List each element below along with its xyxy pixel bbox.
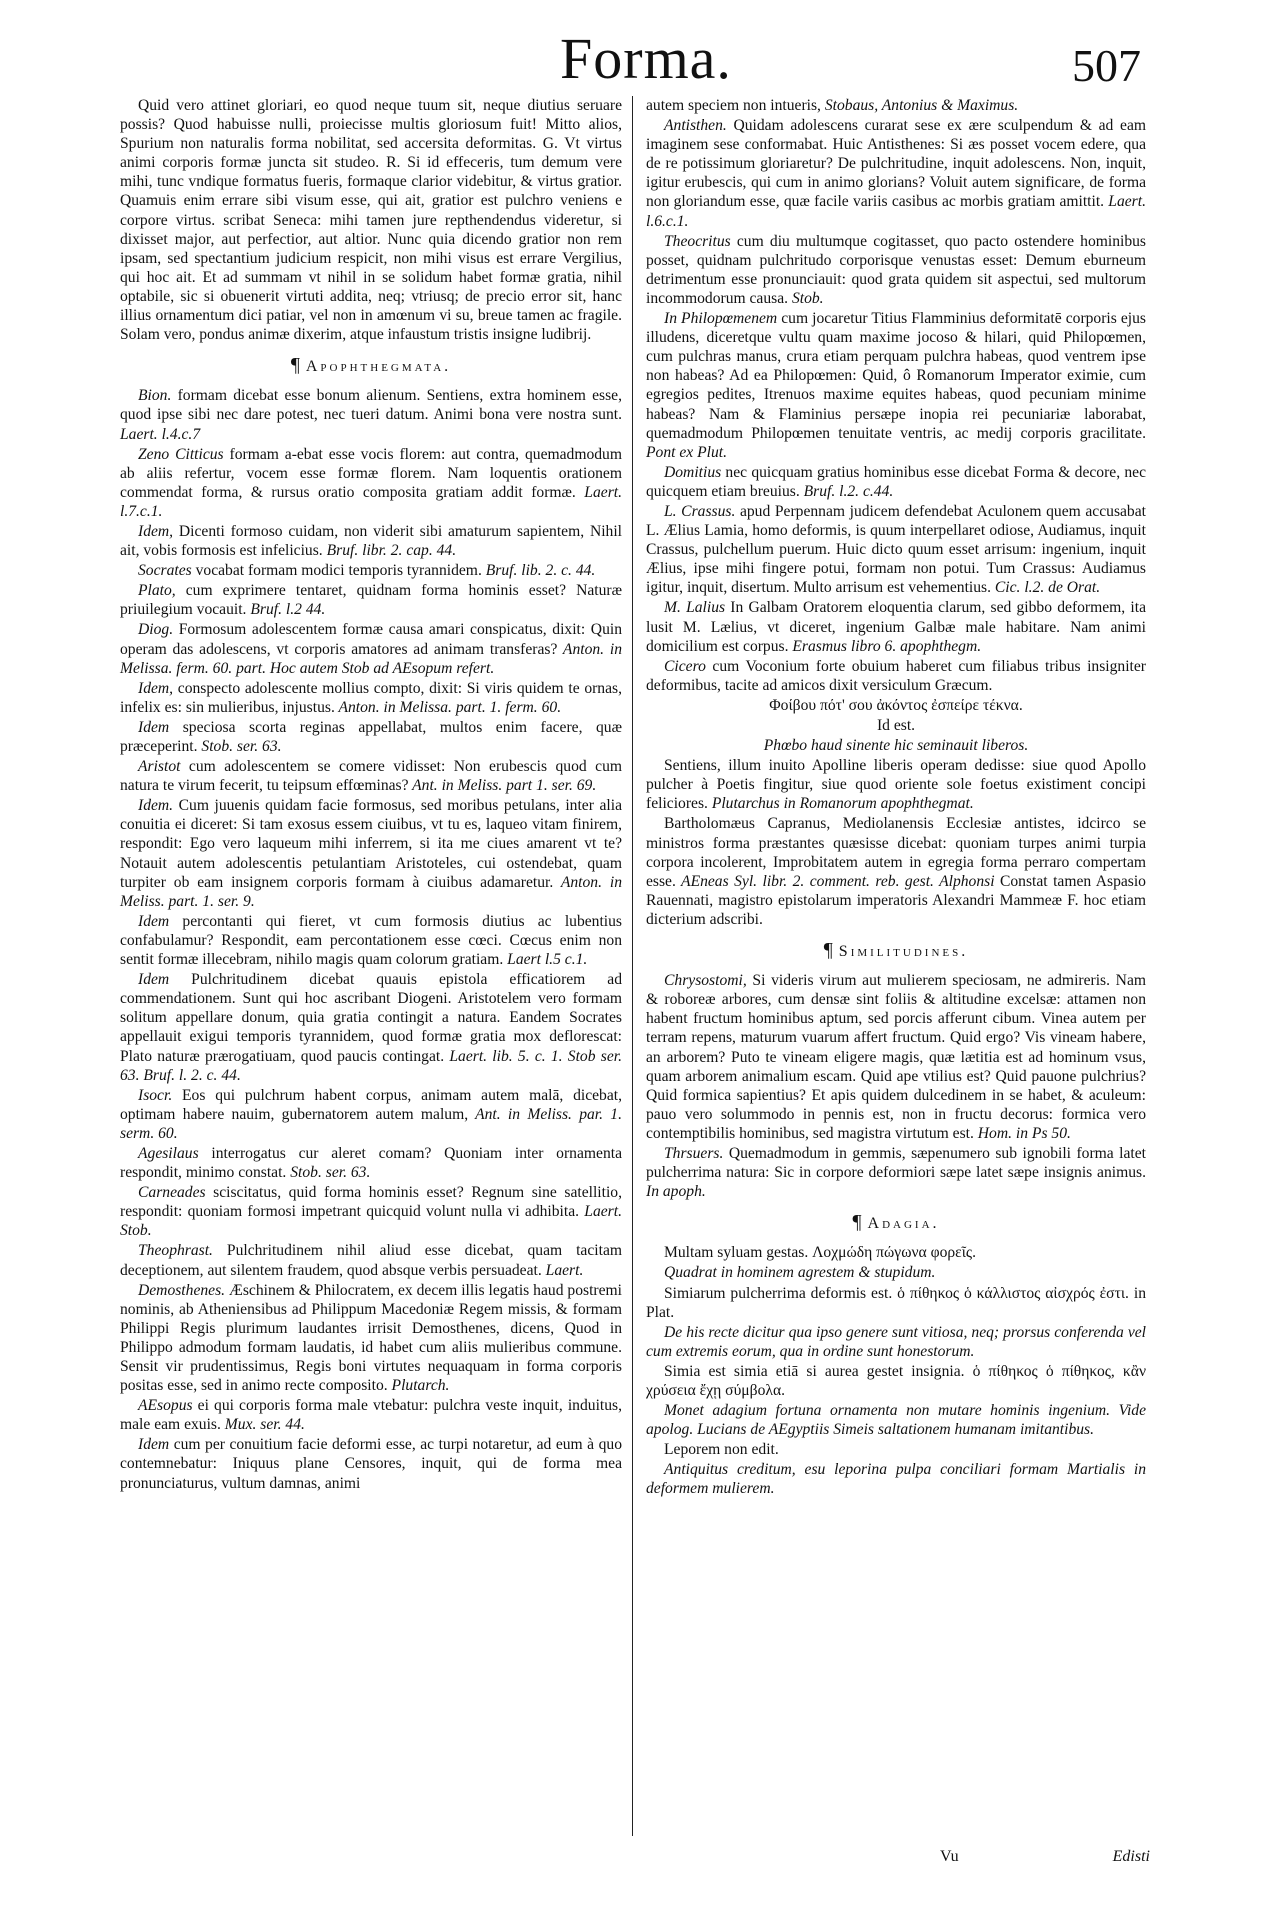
verse-id-est: Id est.	[876, 717, 916, 734]
page-number: 507	[1072, 40, 1141, 91]
apophthegm-entry	[646, 657, 1146, 695]
entry-name: Zeno Citticus	[138, 445, 224, 463]
entry-name: Idem	[138, 1436, 170, 1454]
apophthegm-entry	[120, 1144, 622, 1182]
entry-text: vocabat formam modici temporis tyrannidem.	[191, 562, 482, 580]
source-reference: Bruf. l.2 44.	[246, 601, 326, 619]
apophthegm-entry	[120, 796, 622, 911]
apophthegm-list-continued	[646, 116, 1146, 695]
entry-name: Agesilaus	[138, 1144, 199, 1162]
source-reference: Bruf. l.2. c.44.	[799, 482, 894, 500]
section-heading-adagia	[646, 1213, 1146, 1233]
source-reference: Stob.	[788, 289, 824, 307]
source-reference: Anton. in Melissa. ferm. 60. part. Hoc autem Stob ad AEsopum refert.	[120, 640, 623, 677]
apophthegm-entry	[120, 445, 622, 521]
entry-name: Bion.	[138, 387, 172, 405]
entry-text: cum exprimere tentaret, quidnam forma hominis esset? Naturæ priuilegium vocauit.	[120, 582, 622, 619]
entry-text: conspecto adolescente mollius compto, dixit: Si viris quidem te ornas, infelix es: sin mulieribus, injustus.	[120, 679, 622, 716]
entry-name: Chrysostomi,	[664, 972, 747, 990]
entry-text: nec quicquam gratius hominibus esse dicebat Forma & decore, nec quicquem etiam breuius.	[646, 463, 1146, 500]
source-reference: Stob. ser. 63.	[197, 738, 282, 755]
entry-name: Idem	[138, 912, 170, 930]
paragraph-text: autem speciem non intueris,	[646, 97, 821, 114]
latin-verse: Phœbo haud sinente hic seminauit liberos.	[763, 737, 1029, 755]
apophthegm-entry	[646, 232, 1146, 308]
entry-name: AEsopus	[138, 1397, 193, 1415]
apophthegm-entry	[646, 309, 1146, 462]
pilcrow-mark: ¶	[290, 354, 300, 377]
apophthegm-entry	[120, 1281, 622, 1396]
entry-name: Idem,	[138, 522, 174, 540]
paragraph-text: Quemadmodum in gemmis, sæpenumero sub ignobili forma latet pulcherrima natura: Sic in corpore deformiori sæpe latet sæpe insignis animus.	[646, 1144, 1146, 1182]
section-heading-text: Apophthegmata.	[305, 358, 452, 376]
entry-text: In Galbam Oratorem eloquentia clarum, sed gibbo deformem, ita lusit M. Lælius, vt diceret, ingenium Galbæ male habitare. Nam animi domicilium est corpus.	[646, 599, 1146, 655]
entry-name: Plato,	[138, 582, 176, 600]
source-reference: Cic. l.2. de Orat.	[991, 579, 1101, 597]
apophthegm-entry	[120, 912, 622, 969]
entry-name: Domitius	[664, 463, 722, 481]
adagium-line: Antiquitus creditum, esu leporina pulpa conciliari formam Martialis in deformem mulierem.	[646, 1461, 1146, 1498]
source-reference: Laert.	[541, 1261, 584, 1279]
entry-text: interrogatus cur aleret comam? Quoniam inter ornamenta respondit, minimo constat.	[120, 1144, 622, 1182]
source-reference: Laert. lib. 5. c. 1. Stob ser. 63. Bruf. l. 2. c. 44.	[120, 1047, 622, 1084]
entry-text: Eos qui pulchrum habent corpus, animam autem malā, dicebat, optimam habere nauim, gubernatorem autem malum,	[120, 1086, 622, 1123]
entry-text: ei qui corporis forma male vtebatur: pulchra veste inquit, induitus, male eam exuis.	[120, 1397, 622, 1434]
source-reference: Bruf. libr. 2. cap. 44.	[322, 542, 457, 560]
bartholomaeus-paragraph	[646, 814, 1146, 929]
entry-name: Carneades	[138, 1184, 206, 1202]
continued-paragraph	[646, 96, 1146, 115]
apophthegm-entry	[646, 463, 1146, 501]
entry-name: Isocr.	[138, 1086, 173, 1104]
right-column	[646, 96, 1146, 1500]
source-reference: Laert. Stob.	[120, 1203, 622, 1240]
apophthegm-entry	[120, 1396, 622, 1434]
entry-name: Cicero	[664, 657, 706, 675]
similitude-paragraph	[646, 1144, 1146, 1201]
apophthegm-entry	[120, 561, 622, 580]
entry-text: Cum juuenis quidam facie formosus, sed moribus petulans, inter alia conuitia ei diceret: Si tam exosus essem ciuibus, vt tu es, laqueo vitam finirem, respondit: Ego vero laqueum mihi inferrem, si ita me ciues amarent vt te? Notauit autem adolescentis petulantiam Aristoteles, cui ostendebat, quam turpiter ob eam insignem corporis formam à ciuibus adamaretur.	[120, 797, 622, 891]
footer-catchwords	[940, 1848, 1160, 1872]
apophthegm-entry	[646, 116, 1146, 231]
section-heading-text: Adagia.	[867, 1215, 940, 1233]
entry-name: Idem.	[138, 797, 174, 815]
entry-name: Theophrast.	[138, 1242, 213, 1260]
apophthegm-entry	[120, 620, 622, 677]
apophthegm-entry	[120, 386, 622, 443]
source-reference: Laert l.5 c.1.	[503, 951, 588, 969]
entry-name: Demosthenes.	[138, 1281, 226, 1299]
entry-name: Aristot	[138, 758, 181, 776]
entry-text: percontanti qui fieret, vt cum formosis diutius ac lubentius confabulamur? Respondit, eam percontationem esse cœci. Cœcus enim non sentit formæ illecebram, nihilo magis quam colorum gratiam.	[120, 912, 622, 969]
catchword: Edisti	[1112, 1848, 1150, 1865]
source-reference: Erasmus libro 6. apophthegm.	[788, 637, 982, 655]
entry-text: Formosum adolescentem formæ causa amari conspicatus, dixit: Quin operam das adolescens, vt corporis amatores ad animam transferas?	[120, 621, 622, 658]
entry-text: cum adolescentem se comere vidisset: Non erubescis quod cum natura te virum fecerit, tu teipsum effœminas?	[120, 758, 622, 795]
adagium-line: Quadrat in hominem agrestem & stupidum.	[664, 1264, 936, 1282]
entry-name: Antisthen.	[664, 117, 727, 135]
pilcrow-mark: ¶	[823, 939, 833, 962]
apophthegm-entry	[120, 581, 622, 619]
source-reference: Plutarchus in Romanorum apophthegmat.	[707, 795, 974, 813]
apophthegm-entry	[120, 1086, 622, 1143]
page-title: Forma.	[560, 26, 732, 91]
apophthegm-entry	[120, 522, 622, 560]
source-reference: Bruf. lib. 2. c. 44.	[481, 562, 596, 580]
adagium-line: Leporem non edit.	[664, 1441, 779, 1459]
similitude-paragraph	[646, 971, 1146, 1143]
adagium-line: Multam syluam gestas. Λοχμώδη πώγωνα φορεῖς.	[664, 1244, 976, 1262]
source-reference: Anton. in Meliss. part. 1. ser. 9.	[120, 873, 622, 910]
adagia-list	[646, 1243, 1146, 1498]
entry-text: Pulchritudinem dicebat quauis epistola efficatiorem ad commendationem. Sunt qui hoc ascribant Diogeni. Aristotelem vero formam solitum appellare donum, quia gratia contingit a natura. Eandem Socrates appellauit exigui temporis tyrannidem, quod formæ gratia mox deflorescat: Plato naturæ prærogatiuam, quod paucis contingat.	[120, 971, 622, 1065]
source-reference: Hom. in Ps 50.	[973, 1124, 1071, 1142]
entry-text: cum jocaretur Titius Flamminius deformitatē corporis ejus illudens, diceretque vultu quam maxime jocoso & hilari, quid Philopœmen, cum pulchras manus, crura etiam perquam pulchra habeas, quod ventrem ipse non habeas? Ad ea Philopœmen: Quid, ô Romanorum Imperator eximie, cum egregios pedites, Itrenuos maxime equites habeas, quod pecuniam minime habeas? Nam & Flaminius persæpe inopia rei pecuniariæ laborabat, quemadmodum Philopœmen tenuitate ventris, ac medij corporis gracilitate.	[646, 310, 1146, 442]
apophthegm-entry	[646, 502, 1146, 597]
entry-text: Pulchritudinem nihil aliud esse dicebat, quam tacitam deceptionem, aut silentem fraudem, quod absque verbis persuadeat.	[120, 1242, 622, 1279]
apophthegm-entry	[120, 718, 622, 756]
apophthegm-entry	[120, 1435, 622, 1492]
entry-name: Idem	[138, 718, 170, 736]
entry-text: sciscitatus, quid forma hominis esset? Regnum sine satellitio, respondit: quoniam formosi impetrant quicquid volunt nulla vi adhibita.	[120, 1184, 622, 1221]
source-reference: AEneas Syl. libr. 2. comment. reb. gest. Alphonsi	[675, 872, 995, 890]
adagium-line: Simia est simia etiā si aurea gestet insignia. ὁ πίθηκος ὁ πίθηκος, κἂν χρύσεια ἔχῃ σύμβολα.	[646, 1362, 1146, 1399]
source-reference: In apoph.	[646, 1183, 706, 1201]
running-head	[0, 24, 1276, 94]
source-reference: Anton. in Melissa. part. 1. ferm. 60.	[334, 698, 562, 716]
adagium-line: Monet adagium fortuna ornamenta non mutare hominis ingenium. Vide apolog. Lucians de AEgyptiis Simeis saltationem humanam imitantibus.	[646, 1402, 1146, 1439]
paragraph-text: Bartholomæus Capranus, Mediolanensis Ecclesiæ antistes, idcirco se ministros forma præstantes quæsisse dicebat: quoniam turpes animi turpia corpora incolerent, Improbitatem autem in egregia forma perraro compertam esse.	[646, 815, 1146, 890]
apophthegm-entry	[120, 1241, 622, 1279]
source-reference: Laert. l.6.c.1.	[646, 193, 1146, 230]
entry-text: speciosa scorta reginas appellabat, multos enim facere, quæ præceperint.	[120, 718, 622, 755]
apophthegm-entry	[120, 970, 622, 1085]
pilcrow-mark: ¶	[852, 1211, 862, 1234]
entry-name: L. Crassus.	[664, 502, 736, 520]
entry-text: Dicenti formoso cuidam, non viderit sibi amaturum sapientem, Nihil ait, vobis formosis est infelicius.	[120, 522, 622, 560]
entry-text: cum per conuitium facie deformi esse, ac turpi notaretur, ad eum à quo contemnebatur: Iniquus plane Censores, inquit, qui de forma mea pronunciaturus, vultum damnas, animi	[120, 1436, 622, 1492]
opening-paragraph: Quid vero attinet gloriari, eo quod neque tuum sit, neque diutius seruare possis? Quod habuisse nulli, proiecisse multis gloriosum fuit! Mitto alios, Spurium non naturalis forma nobilitat, sed accersita deformitas. G. Vt virtus animi corporis formæ juncta sit studeo. R. Si id effeceris, tum demum vere mihi, tunc vndique formatus fueris, formaque clarior videbitur, & virtus gratior. Quamuis enim errare sibi visum esse, qui ait, gratior est pulchro veniens e corpore virtus. scribat Seneca: mihi tamen jure repthendendus videretur, si dixisset major, aut perfectior, aut altior. Nunc quia dicendo gratior non rem ipsam, sed spectantium judicium respicit, non mihi visus est errare Vergilius, qui hoc ait. Et ad summam vt nihil in se solidum habet formæ gratia, nihil optabile, sic si obuenerit virtuti addita, neq; vtriusq; de precio error sit, hanc illius ornamentum dici patiar, vel non in amœnum vi su, breue tamen ac fragile. Solam vero, pondus animæ dixerim, atque infaustum tristis insigne ludibrij.	[120, 97, 622, 344]
source-reference: Laert. l.7.c.1.	[120, 483, 622, 520]
entry-text: cum Voconium forte obuium haberet cum filiabus tribus insigniter deformibus, tacite ad amicos dixit versiculum Græcum.	[646, 657, 1146, 694]
left-column	[120, 96, 622, 1494]
adagium-line: Simiarum pulcherrima deformis est. ὁ πίθηκος ὁ κάλλιστος αἰσχρός ἐστι. in Plat.	[646, 1284, 1146, 1321]
source-reference: Laert. l.4.c.7	[120, 425, 201, 443]
section-heading-apophthegmata	[120, 356, 622, 376]
column-rule	[632, 96, 633, 1836]
entry-name: Socrates	[138, 562, 192, 580]
apophthegm-list	[120, 386, 622, 1492]
source-reference: Ant. in Meliss. par. 1. serm. 60.	[120, 1105, 623, 1142]
source-reference: Stobaus, Antonius & Maximus.	[820, 97, 1019, 114]
adagium-line: De his recte dicitur qua ipso genere sunt vitiosa, neq; prorsus conferenda vel cum extremis eorum, qua in ordine sunt honestorum.	[646, 1323, 1146, 1360]
apophthegm-entry	[120, 679, 622, 717]
source-reference: Mux. ser. 44.	[220, 1416, 305, 1434]
paragraph-text: Si videris virum aut mulierem speciosam, ne admireris. Nam & roboreæ arbores, cum densæ sint foliis & altitudine excelsæ: attamen non habent fructum hominibus aptum, sed porcis afferunt cibum. Vinea autem per terram repens, maturum vuarum affert fructum. Quid ergo? Vis vineam habere, an arborem? Puto te vineam eligere magis, quæ lætitia est ad hominum vsus, quam arborem animalium escam. Quid ape vtilius est? Quid pauone pulchrius? Quid formica sapientius? Et apis quidem dulcedinem in se habet, & aculeum: pauo vero solummodo in pennis est, non in fructu decorus: formica vero contemptibilis hominibus, sed magistra virtutum est.	[646, 972, 1146, 1142]
paragraph-text: Constat tamen Aspasio Rauennati, magistro epistolarum imperatoris Alexandri Mammeæ F. hoc etiam dicterium adscribi.	[646, 872, 1146, 928]
entry-text: Quidam adolescens curarat sese ex ære sculpendum & ad eam imaginem sese conformabat. Huic Antisthenes: Si æs posset vocem edere, qua de re potissimum gloriaretur? De pulchritudine, inquit adolescens. Non, inquit, igitur erubescis, qui cum in animo glorians? Voluit autem significare, de forma non gloriandum esse, quæ facile variis casibus ac morbis gratiam amittit.	[646, 117, 1146, 211]
source-reference: Plutarch.	[387, 1377, 450, 1395]
apophthegm-entry	[646, 598, 1146, 655]
paragraph-text: Sentiens, illum inuito Apolline liberis operam dedisse: siue quod Apollo pulcher à Poetis fingitur, siue quod oriente sole foetus existiment concipi feliciores.	[646, 757, 1146, 813]
signature-mark: Vu	[940, 1848, 959, 1865]
entry-name: In Philopœmenem	[664, 310, 778, 328]
entry-text: Æschinem & Philocratem, ex decem illis legatis haud postremi nominis, ab Atheniensibus ad Philippum Macedoniæ Regem missis, & formam Philippi Regis plurimum laudantes irrisit Demosthenes, dicens, Quod in Philippo admodum formam laudatis, id habet cum aliis mulieribus commune. Sensit vir prudentissimus, Regis boni virtutes nequaquam in forma corporis positas esse, sed in animo recte composito.	[120, 1281, 622, 1395]
apophthegm-entry	[120, 757, 622, 795]
source-reference: Stob. ser. 63.	[286, 1164, 371, 1182]
section-heading-similitudines	[646, 941, 1146, 961]
greek-verse: Φοίβου πότ' σου ἀκόντος ἐσπείρε τέκνα.	[769, 696, 1023, 714]
entry-name: M. Lalius	[664, 599, 726, 617]
entry-text: formam a-ebat esse vocis florem: aut contra, quemadmodum ab aliis refertur, vocem esse formæ florem. Nam loquentis orationem commendat forma, & rursus oratio composita gratiam addit formæ.	[120, 445, 622, 501]
entry-name: Theocritus	[664, 232, 731, 250]
entry-text: apud Perpennam judicem defendebat Aculonem quem accusabat L. Ælius Lamia, homo deformis, is quum interpellaret odiose, Audiamus, inquit Crassus, pulchellum puerum. Huic dicto quum esset arrisum: ingenium, inquit Ælius, ipse mihi fingere potui, formam non potui. Tum Crassus: Audiamus igitur, inquit, disertum. Multo arrisum est vehementius.	[646, 502, 1146, 597]
source-reference: Pont ex Plut.	[646, 443, 727, 461]
apophthegm-entry	[120, 1183, 622, 1240]
entry-text: formam dicebat esse bonum alienum. Sentiens, extra hominem esse, quod ipse sibi nec dare potest, nec tueri datum. Animi bona vere nostra sunt.	[120, 387, 622, 424]
entry-text: cum diu multumque cogitasset, quo pacto ostendere hominibus posset, quidnam pulchritudo corporisque venustas esset: Demum eburneum detrimentum esse pronunciauit: quod grata quidem sit aspectui, sed multorum incommodorum causa.	[646, 232, 1146, 307]
entry-name: Thrsuers.	[664, 1144, 724, 1162]
entry-name: Diog.	[138, 621, 174, 639]
section-heading-text: Similitudines.	[838, 943, 969, 961]
verse-commentary	[646, 756, 1146, 813]
entry-name: Idem,	[138, 679, 174, 697]
entry-name: Idem	[138, 971, 170, 989]
source-reference: Ant. in Meliss. part 1. ser. 69.	[408, 777, 597, 795]
